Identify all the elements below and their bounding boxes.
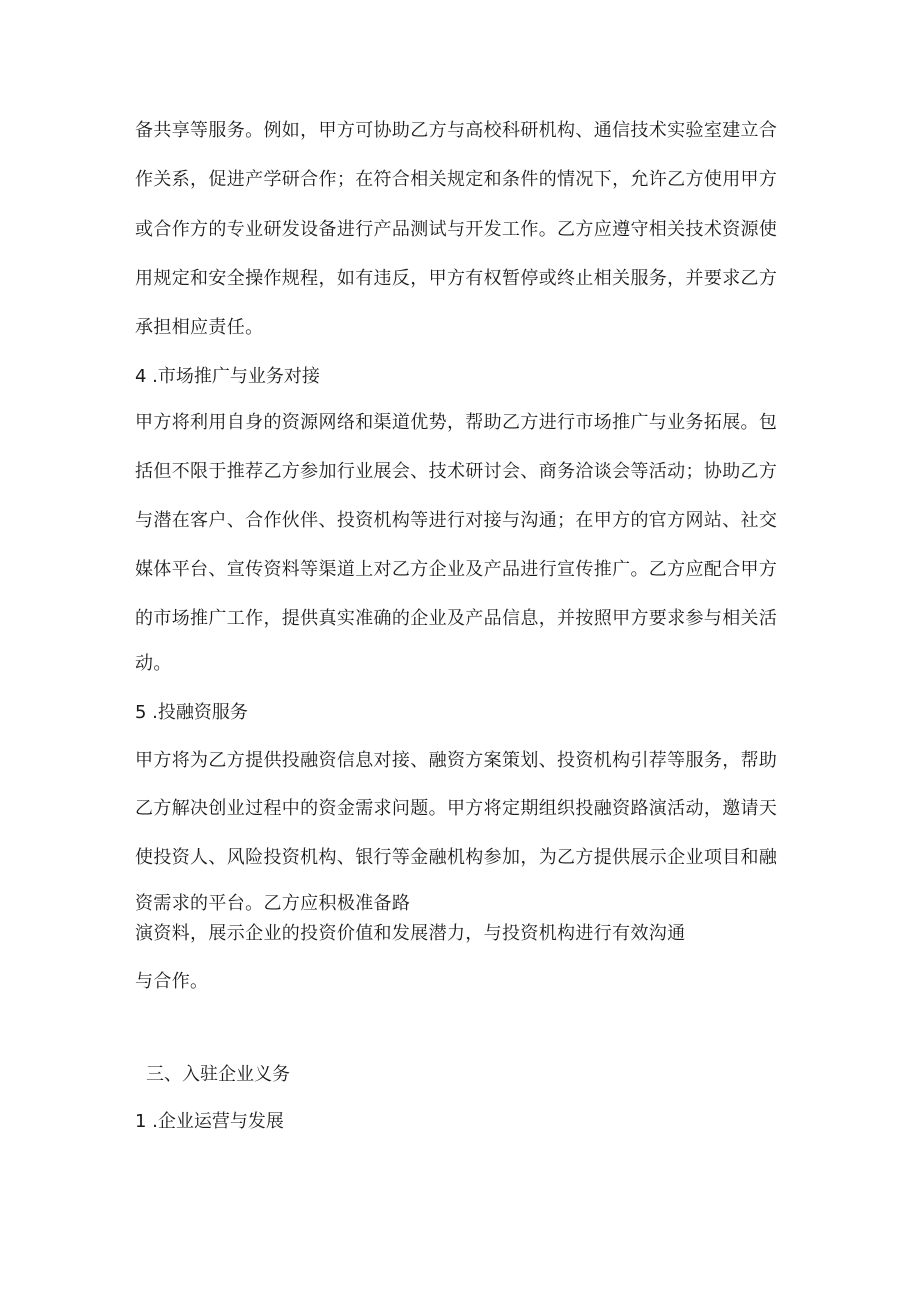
paragraph-line: 承担相应责任。 xyxy=(135,317,264,338)
paragraph-line: 甲方将为乙方提供投融资信息对接、融资方案策划、投资机构引荐等服务，帮助 xyxy=(135,750,778,771)
chapter-title: 三、入驻企业义务 xyxy=(146,1064,290,1085)
paragraph-line: 与合作。 xyxy=(135,971,209,992)
paragraph-line: 备共享等服务。例如，甲方可协助乙方与高校科研机构、通信技术实验室建立合 xyxy=(135,120,778,141)
paragraph-line: 演资料，展示企业的投资价值和发展潜力，与投资机构进行有效沟通 xyxy=(135,923,686,944)
paragraph-line: 资需求的平台。乙方应积极准备路 xyxy=(135,893,411,914)
paragraph-line: 动。 xyxy=(135,653,172,674)
paragraph-line: 的市场推广工作，提供真实准确的企业及产品信息，并按照甲方要求参与相关活 xyxy=(135,608,778,629)
paragraph-line: 或合作方的专业研发设备进行产品测试与开发工作。乙方应遵守相关技术资源使 xyxy=(135,219,778,240)
section-heading-5: 5 .投融资服务 xyxy=(135,702,248,723)
paragraph-line: 括但不限于推荐乙方参加行业展会、技术研讨会、商务洽谈会等活动；协助乙方 xyxy=(135,461,778,482)
sub-heading-1: 1 .企业运营与发展 xyxy=(135,1111,284,1132)
paragraph-line: 甲方将利用自身的资源网络和渠道优势，帮助乙方进行市场推广与业务拓展。包 xyxy=(135,412,778,433)
paragraph-line: 用规定和安全操作规程，如有违反，甲方有权暂停或终止相关服务，并要求乙方 xyxy=(135,268,778,289)
paragraph-line: 乙方解决创业过程中的资金需求问题。甲方将定期组织投融资路演活动，邀请天 xyxy=(135,798,778,819)
paragraph-line: 作关系，促进产学研合作；在符合相关规定和条件的情况下，允许乙方使用甲方 xyxy=(135,169,778,190)
paragraph-line: 使投资人、风险投资机构、银行等金融机构参加，为乙方提供展示企业项目和融 xyxy=(135,847,778,868)
paragraph-line: 媒体平台、宣传资料等渠道上对乙方企业及产品进行宣传推广。乙方应配合甲方 xyxy=(135,559,778,580)
section-heading-4: 4 .市场推广与业务对接 xyxy=(135,366,320,387)
paragraph-line: 与潜在客户、合作伙伴、投资机构等进行对接与沟通；在甲方的官方网站、社交 xyxy=(135,510,778,531)
